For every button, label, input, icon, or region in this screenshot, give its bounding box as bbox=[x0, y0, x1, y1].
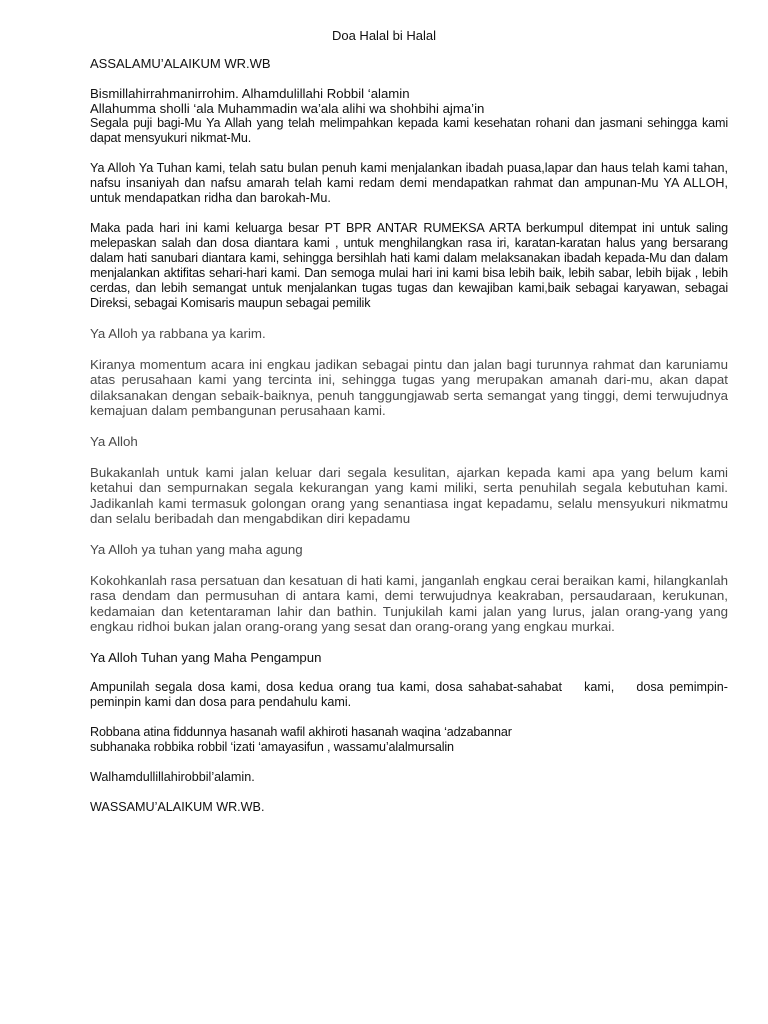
invocation-2: Ya Alloh bbox=[90, 433, 138, 449]
paragraph-2: Maka pada hari ini kami keluarga besar PT BPR ANTAR RUMEKSA ARTA berkumpul ditempat ini untuk saling melepaskan salah dan dosa diantara kami , untuk menghilangkan rasa iri, karatan-karatan halus yang bersarang dalam hati sanubari diantara kami, sehingga bersihlah hati kami dalam melaksanakan ibadah kepada-Mu dan dalam menjalankan aktifitas sehari-hari kami. Dan semoga mulai hari ini kami bisa lebih baik, lebih sabar, lebih bijak , lebih cerdas, dan lebih semangat untuk menjalankan tugas tugas dan kewajiban kami,baik sebagai karyawan, sebagai Direksi, sebagai Komisaris maupun sebagai pemilik bbox=[90, 221, 728, 310]
paragraph-5: Kokohkanlah rasa persatuan dan kesatuan di hati kami, janganlah engkau cerai beraikan kami, hilangkanlah rasa dendam dan permusuhan di antara kami, demi terwujudnya keakraban, persaudaraan, kerukunan, kedamaian dan ketentaraman lahir dan bathin. Tunjukilah kami jalan yang lurus, jalan orang-yang yang engkau ridhoi bukan jalan orang-orang yang sesat dan orang-orang yang engkau murkai. bbox=[90, 572, 728, 635]
document-title: Doa Halal bi Halal bbox=[331, 28, 437, 43]
document-body bbox=[90, 56, 728, 830]
invocation-4: Ya Alloh Tuhan yang Maha Pengampun bbox=[90, 649, 322, 665]
hamdalah: Walhamdullillahirobbil’alamin. bbox=[90, 769, 255, 784]
invocation-3: Ya Alloh ya tuhan yang maha agung bbox=[90, 541, 303, 557]
farewell: WASSAMU’ALAIKUM WR.WB. bbox=[90, 799, 265, 814]
paragraph-4: Bukakanlah untuk kami jalan keluar dari segala kesulitan, ajarkan kepada kami apa yang belum kami ketahui dan sempurnakan segala kekurangan yang kami miliki, serta penuhilah segala kebutuhan kami. Jadikanlah kami termasuk golongan orang yang senantiasa ingat kepadamu, selalu mensyukuri nikmatmu dan selalu beribadah dan mengabdikan diri kepadamu bbox=[90, 464, 728, 527]
paragraph-1: Ya Alloh Ya Tuhan kami, telah satu bulan penuh kami menjalankan ibadah puasa,lapar dan haus telah kami tahan, nafsu insaniyah dan nafsu amarah telah kami redam demi mendapatkan rahmat dan ampunan-Mu YA ALLOH, untuk mendapatkan ridha dan barokah-Mu. bbox=[90, 161, 728, 205]
opening-line-3: Segala puji bagi-Mu Ya Allah yang telah melimpahkan kepada kami kesehatan rohani dan jasmani sehingga kami dapat mensyukuri nikmat-Mu. bbox=[90, 116, 728, 145]
paragraph-3: Kiranya momentum acara ini engkau jadikan sebagai pintu dan jalan bagi turunnya rahmat dan karuniamu atas perusahaan kami yang tercinta ini, sehingga tugas yang merupakan amanah dari-mu, akan dapat dilaksanakan dengan sebaik-baiknya, penuh tanggungjawab serta semangat yang tinggi, demi terwujudnya kemajuan dalam pembangunan perusahaan kami. bbox=[90, 356, 728, 419]
closing-line-2: subhanaka robbika robbil ‘izati ‘amayasifun , wassamu’alalmursalin bbox=[90, 739, 454, 754]
invocation-1: Ya Alloh ya rabbana ya karim. bbox=[90, 326, 266, 341]
opening-line-1: Bismillahirrahmanirrohim. Alhamdulillahi Robbil ‘alamin bbox=[90, 86, 410, 101]
opening-line-2: Allahumma sholli ‘ala Muhammadin wa’ala alihi wa shohbihi ajma’in bbox=[90, 101, 485, 116]
greeting: ASSALAMU’ALAIKUM WR.WB bbox=[90, 56, 271, 71]
paragraph-6: Ampunilah segala dosa kami, dosa kedua orang tua kami, dosa sahabat-sahabat kami, dosa pemimpin-peminpin kami dan dosa para pendahulu kami. bbox=[90, 679, 728, 709]
closing-line-1: Robbana atina fiddunnya hasanah wafil akhiroti hasanah waqina ‘adzabannar bbox=[90, 724, 512, 739]
